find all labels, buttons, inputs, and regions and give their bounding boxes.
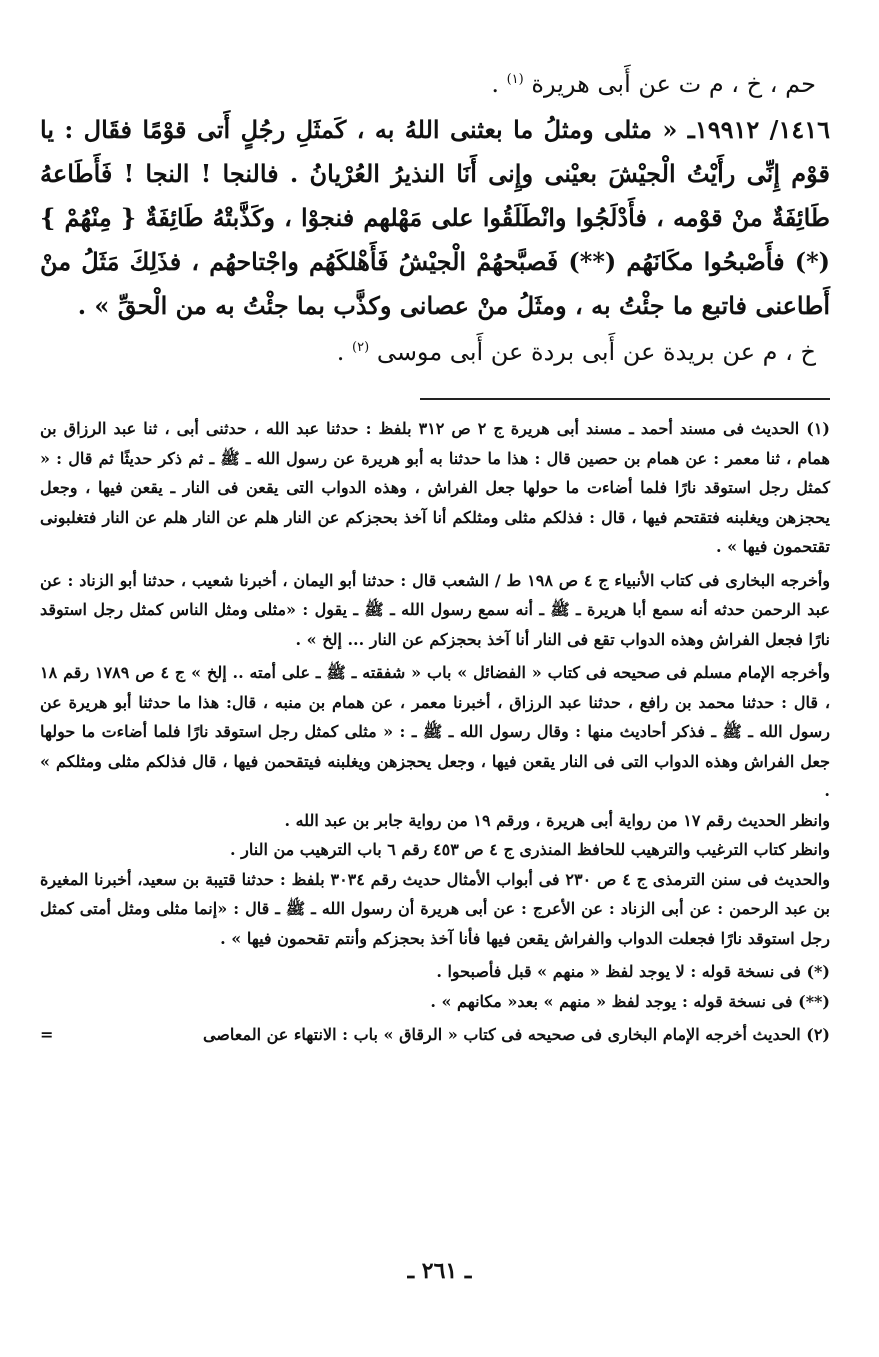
footnote-ref-1: (١): [506, 72, 524, 87]
footnote-2-continuation-mark: =: [40, 1025, 54, 1044]
footnote-ref-2: (٢): [352, 340, 370, 355]
footnote-1-bukhari: وأخرجه البخارى فى كتاب الأنبياء ج ٤ ص ١٩٨ ط / الشعب قال : حدثنا أبو اليمان ، أخبرنا شعيب ، حدثنا أبو الزناد : عن عبد الرحمن حدثه أنه سمع أبا هريرة ـ ﷺ ـ أنه سمع رسول الله ـ ﷺ ـ يقول : «مثلى ومثل الناس كمثل رجل استوقد نارًا فجعل الفراش وهذه الدواب تقع فى النار أنا آخذ بحجزكم عن النار ... إلخ » .: [40, 570, 831, 649]
footnote-1-targhib: وانظر كتاب الترغيب والترهيب للحافظ المنذرى ج ٤ ص ٤٥٣ رقم ٦ باب الترهيب من النار .: [230, 840, 830, 859]
page-number: ـ ٢٦١ ـ: [407, 1258, 472, 1284]
footnote-divider: [420, 398, 830, 400]
source-line-1-text: حم ، خ ، م ت عن أَبى هريرة: [531, 70, 816, 98]
main-text: [40, 62, 830, 374]
source-line-1-end: .: [491, 70, 499, 98]
source-line-2: [40, 330, 830, 374]
footnote-star-1: (*) فى نسخة قوله : لا يوجد لفظ « منهم » قبل فأصبحوا .: [436, 962, 830, 981]
footnote-1-tirmidhi: والحديث فى سنن الترمذى ج ٤ ص ٢٣٠ فى أبواب الأمثال حديث رقم ٣٠٣٤ بلفظ : حدثنا قتيبة بن سعيد، أخبرنا المغيرة بن عبد الرحمن : عن أبى الزناد : عن الأعرج : عن أبى هريرة أن رسول الله ـ ﷺ ـ قال : «إنما مثلى ومثل أمتى كمثل رجل استوقد نارًا فجعلت الدواب والفراش يقعن فيها فأنا آخذ بحجزكم وأنتم تقحمون فيها » .: [40, 869, 831, 948]
footnote-2: [40, 1020, 830, 1050]
page-content: [40, 62, 830, 1050]
footnote-star-2: (**) فى نسخة قوله : يوجد لفظ « منهم » بعد« مكانهم » .: [430, 991, 830, 1011]
hadith-1416: ١٤١٦/ ١٩٩١٢ـ « مثلى ومثلُ ما بعثنى اللهُ به ، كَمثَلِ رجُلٍ أَتى قوْمًا فقَال : يا قوْم إِنِّى رأَيْتُ الْجيْشَ بعيْنى وإِنى أَنَا النذيرُ العُرْيانُ . فالنجا ! النجا ! فَأَطَاعهُ طَائِفَةٌ منْ قوْمه ، فأَدْلَجُوا وانْطَلَقُوا على مَهْلهم فنجوْا ، وكَذَّبتْهُ طَائِفَةٌ { مِنْهُمْ } (*) فأَصْبحُوا مكَانَهُم (**) فَصبَّحهُمْ الْجيْشُ فَأَهْلكَهُم واجْتاحهُم ، فذَلِكَ مَثَلُ منْ أَطاعنى فاتبع ما جئْتُ به ، ومثَلُ منْ عصانى وكذَّب بما جئْتُ به من الْحقِّ » .: [40, 115, 831, 320]
footnotes: [40, 414, 830, 1050]
source-line-1: [40, 62, 830, 106]
footnote-1-muslim: وأخرجه الإمام مسلم فى صحيحه فى كتاب « الفضائل » باب « شفقته ـ ﷺ ـ على أمته .. إلخ » ج ٤ ص ١٧٨٩ رقم ١٨ ، قال : حدثنا محمد بن رافع ، حدثنا عبد الرزاق ، أخبرنا معمر ، عن همام بن منبه ، قال: هذا ما حدثنا أبو هريرة عن رسول الله ـ ﷺ ـ فذكر أحاديث منها : وقال رسول الله ـ ﷺ ـ : « مثلى كمثل رجل استوقد نارًا فلما أضاءت ما حولها جعل الفراش وهذه الدواب التى فى النار يقعن فيها ، وجعل يحجزهن ويغلبنه فيتقحمن فيها ، قال فذلكم مثلى ومثلكم » .: [40, 663, 831, 800]
source-line-2-end: .: [336, 338, 345, 366]
footnote-1-musnad-ahmad: (١) الحديث فى مسند أحمد ـ مسند أبى هريرة ج ٢ ص ٣١٢ بلفظ : حدثنا عبد الله ، حدثنى أبى ، ثنا عبد الرزاق بن همام ، ثنا معمر : عن همام بن حصين قال : هذا ما حدثنا به أبو هريرة عن رسول الله ـ ﷺ ـ ثم ذكر حديثًا ثم قال : « كمثل رجل استوقد نارًا فلما أضاءت ما حولها جعل الفراش ، وهذه الدواب التى يقعن فى النار ـ يقعن فيها ، وجعل يحجزهن ويغلبنه فتقتحم فيها ، قال : فذلكم مثلى ومثلكم أنا آخذ بحجزكم عن النار هلم عن النار هلم عن النار فتغلبونى تقتحمون فيها » .: [40, 419, 830, 556]
source-line-2-text: خ ، م عن بريدة عن أَبى بردة عن أَبى موسى: [376, 338, 816, 366]
footnote-1-see-also: وانظر الحديث رقم ١٧ من رواية أبى هريرة ، ورقم ١٩ من رواية جابر بن عبد الله .: [284, 810, 830, 830]
footnote-2-text: (٢) الحديث أخرجه الإمام البخارى فى صحيحه فى كتاب « الرقاق » باب : الانتهاء عن المعاصى: [202, 1025, 830, 1044]
